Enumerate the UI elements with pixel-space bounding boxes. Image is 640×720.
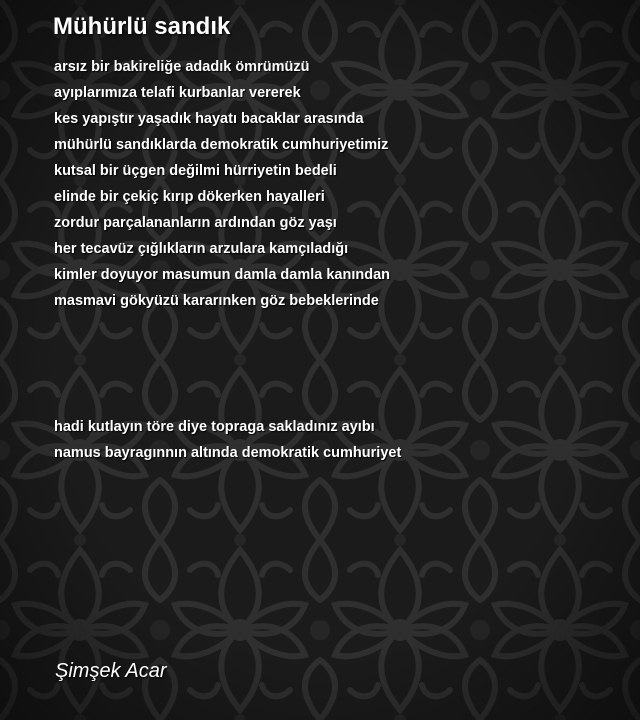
poem-line: arsız bir bakireliğe adadık ömrümüzü [54, 59, 310, 75]
poem-line: kutsal bir üçgen değilmi hürriyetin bedeli [54, 163, 337, 179]
poem-line: zordur parçalananların ardından göz yaşı [54, 215, 337, 231]
poem-line: her tecavüz çığlıkların arzulara kamçıladığı [54, 241, 349, 257]
poem-line: namus bayragınnın altında demokratik cumhuriyet [54, 445, 402, 461]
poem-stanza [54, 54, 390, 314]
poem-line: mühürlü sandıklarda demokratik cumhuriyetimiz [54, 137, 389, 153]
poem-line: kes yapıştır yaşadık hayatı bacaklar arasında [54, 111, 364, 127]
poem-line: hadi kutlayın töre diye topraga sakladınız ayıbı [54, 419, 375, 435]
poem-line: kimler doyuyor masumun damla damla kanından [54, 267, 391, 283]
poem-line: masmavi gökyüzü kararınken göz bebeklerinde [54, 293, 379, 309]
poem-line: elinde bir çekiç kırıp dökerken hayalleri [54, 189, 325, 205]
poem-line: ayıplarımıza telafi kurbanlar vererek [54, 85, 301, 101]
poem-title: Mühürlü sandık [53, 13, 231, 40]
poem-author: Şimşek Acar [55, 660, 167, 682]
poem-stanza [54, 414, 401, 466]
